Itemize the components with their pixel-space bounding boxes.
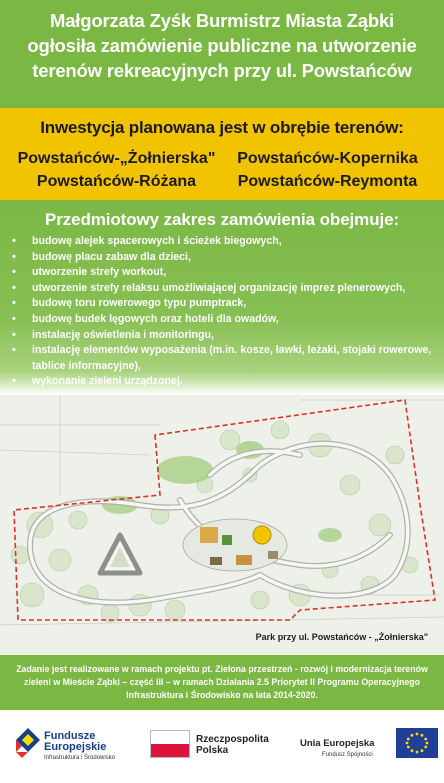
- street-item: Powstańców-Reymonta: [237, 173, 418, 190]
- funding-note: [0, 655, 444, 710]
- scope-item: • utworzenie strefy relaksu umożliwiającej organizację imprez plenerowych,: [10, 281, 436, 297]
- logo-bar: [0, 710, 444, 783]
- rzeczpospolita-polska-logo: [150, 726, 290, 766]
- street-item: Powstańców-Różana: [36, 173, 197, 190]
- fe-subtitle: Infrastruktura i Środowisko: [44, 755, 116, 761]
- header-banner: [0, 0, 444, 108]
- fe-name: Fundusze Europejskie: [44, 730, 107, 753]
- investment-section: [0, 108, 444, 200]
- page-title: [8, 8, 436, 83]
- fundusze-europejskie-logo: [14, 726, 132, 766]
- pumptrack-triangle: [100, 535, 140, 573]
- scope-list: [10, 234, 436, 390]
- title-line-3: terenów rekreacyjnych przy ul. Powstańców: [32, 60, 412, 81]
- scope-section: [0, 200, 444, 395]
- scope-item: • budowę alejek spacerowych i ścieżek biegowych,: [10, 234, 436, 250]
- street-item: Powstańców-Kopernika: [237, 150, 418, 167]
- street-item: Powstańców-„Żołnierska": [17, 150, 216, 167]
- scope-item: • utworzenie strefy workout,: [10, 265, 436, 281]
- park-caption: Park przy ul. Powstańców - „Żołnierska": [255, 632, 428, 642]
- title-line-2: ogłosiła zamówienie publiczne na utworzenie: [27, 35, 417, 56]
- scope-item: • budowę placu zabaw dla dzieci,: [10, 250, 436, 266]
- funding-text: Zadanie jest realizowane w ramach projektu pt. Zielona przestrzeń - rozwój i modernizacja terenów zieleni w Mieście Ząbki – część III – w ramach Działania 2.5 Priorytet II Programu Operacyjnego Infrastruktura i Środowisko na lata 2014-2020.: [16, 664, 428, 700]
- playground-area: [183, 519, 287, 571]
- rp-name: Rzeczpospolita Polska: [196, 734, 269, 756]
- title-line-1: Małgorzata Zyśk Burmistrz Miasta Ząbki: [50, 10, 394, 31]
- park-plan: [0, 395, 444, 655]
- scope-item: • budowę toru rowerowego typu pumptrack,: [10, 296, 436, 312]
- scope-item: • instalację oświetlenia i monitoringu,: [10, 328, 436, 344]
- scope-item: • budowę budek lęgowych oraz hoteli dla owadów,: [10, 312, 436, 328]
- polish-flag-icon: [150, 730, 190, 758]
- park-plan-drawing: [0, 395, 444, 655]
- fe-star-icon: [14, 726, 42, 762]
- street-list: [14, 148, 430, 193]
- scope-heading: Przedmiotowy zakres zamówienia obejmuje:: [44, 210, 400, 229]
- unia-europejska-logo: [300, 726, 440, 766]
- investment-heading: Inwestycja planowana jest w obrębie terenów:: [40, 118, 404, 137]
- ue-name: Unia Europejska: [300, 738, 375, 749]
- eu-flag-icon: [396, 728, 438, 758]
- scope-item: • instalację elementów wyposażenia (m.in. kosze, ławki, leżaki, stojaki rowerowe, tablice informacyjne),: [10, 343, 436, 374]
- scope-item: • wykonanie zieleni urządzonej.: [10, 374, 436, 390]
- ue-subtitle: Fundusz Spójności: [322, 752, 373, 758]
